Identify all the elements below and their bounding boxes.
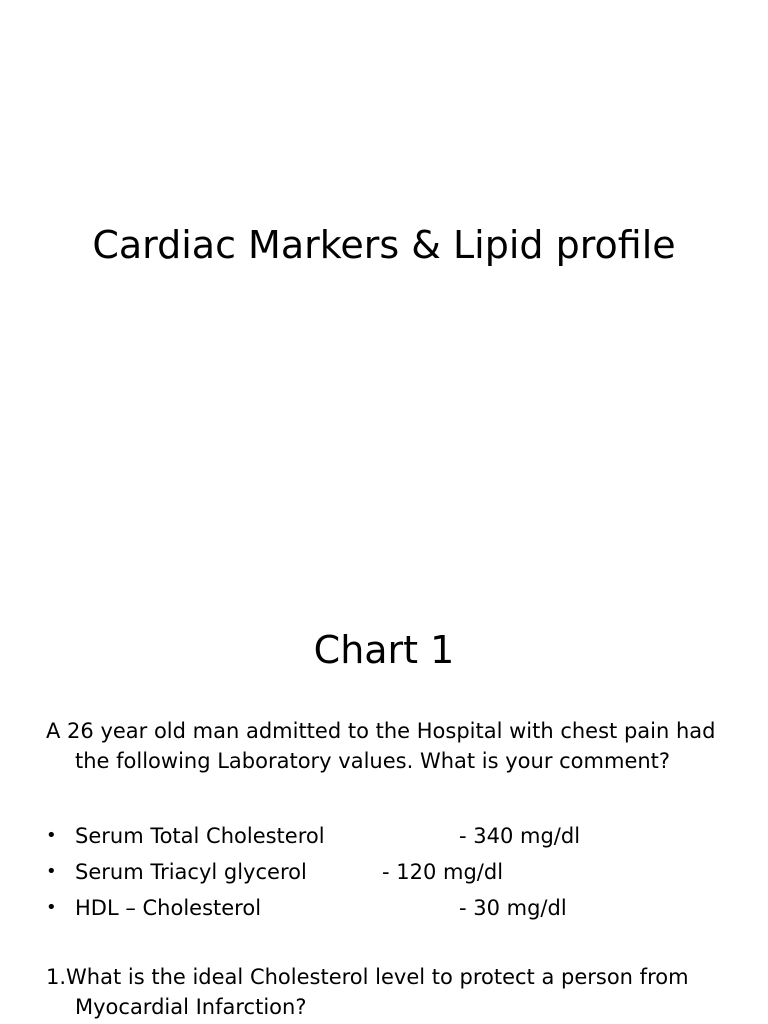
- chart-heading: Chart 1: [313, 628, 455, 672]
- lab-value: - 340 mg/dl: [459, 824, 581, 848]
- case-description: [46, 716, 746, 776]
- lab-values-list: [46, 818, 746, 926]
- lab-item-hdl-cholesterol: [46, 890, 746, 926]
- bullet-icon: •: [46, 825, 57, 846]
- bullet-icon: •: [46, 861, 57, 882]
- question-1: [46, 962, 746, 1022]
- case-description-line-2: the following Laboratory values. What is your comment?: [75, 749, 671, 773]
- lab-name: HDL – Cholesterol: [75, 896, 262, 920]
- lab-name: Serum Triacyl glycerol: [75, 860, 307, 884]
- question-1-line-1: 1.What is the ideal Cholesterol level to protect a person from: [46, 965, 689, 989]
- question-1-line-2: Myocardial Infarction?: [75, 995, 307, 1019]
- slide-title: Cardiac Markers & Lipid profile: [92, 223, 676, 267]
- lab-name: Serum Total Cholesterol: [75, 824, 325, 848]
- case-description-line-1: A 26 year old man admitted to the Hospital with chest pain had: [46, 719, 716, 743]
- bullet-icon: •: [46, 897, 57, 918]
- lab-item-triacyl-glycerol: [46, 854, 746, 890]
- lab-value: - 120 mg/dl: [382, 860, 504, 884]
- lab-item-total-cholesterol: [46, 818, 746, 854]
- lab-value: - 30 mg/dl: [459, 896, 567, 920]
